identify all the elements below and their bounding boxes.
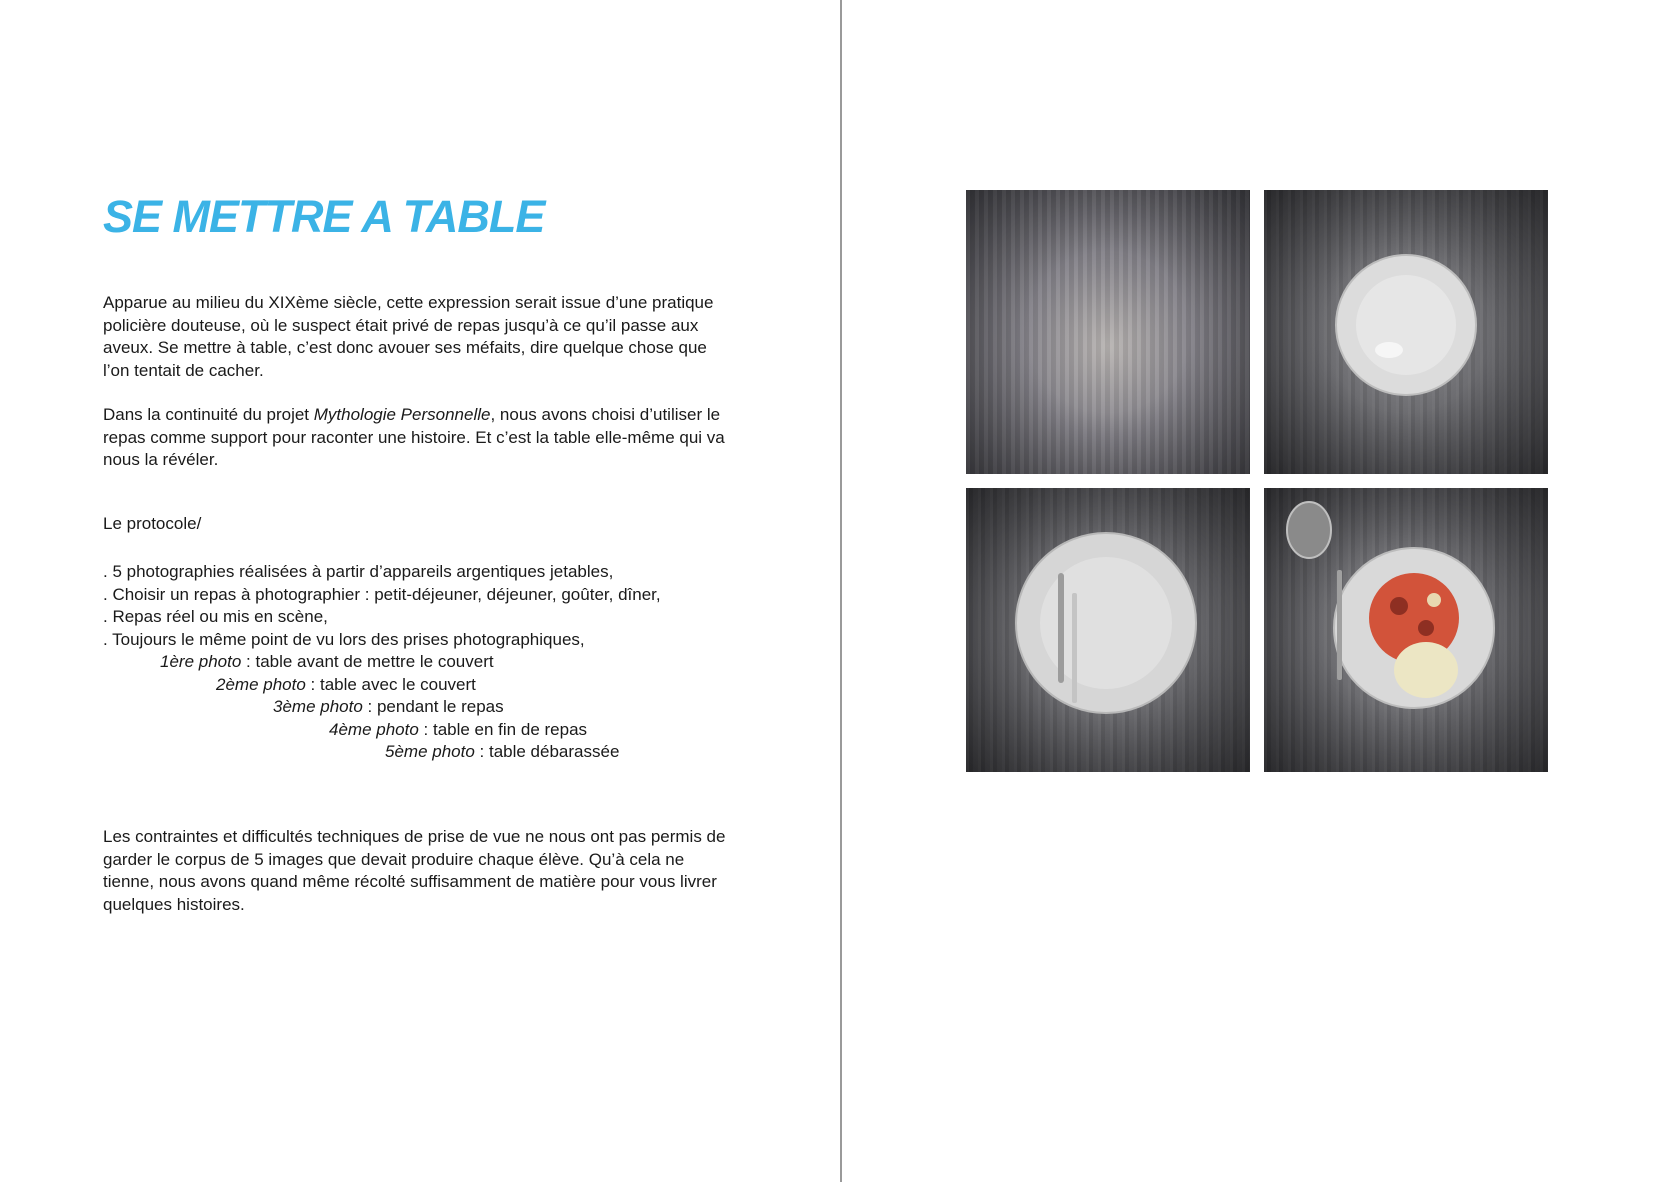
photo-empty-table <box>966 190 1250 474</box>
protocol-heading: Le protocole/ <box>103 514 202 533</box>
photo-step <box>103 674 733 697</box>
project-name: Mythologie Personnelle <box>313 405 491 424</box>
protocol-item: . Repas réel ou mis en scène, <box>103 607 328 626</box>
protocol-item: . Toujours le même point de vu lors des prises photographiques, <box>103 629 585 649</box>
closing-paragraph: Les contraintes et difficultés techniques de prise de vue ne nous ont pas permis de garder le corpus de 5 images que devait produire chaque élève. Qu’à cela ne tienne, nous avons quand même récolté suffisamment de matière pour vous livrer quelques histoires. <box>103 827 726 914</box>
project-paragraph-end: , nous avons choisi d’utiliser le repas comme support pour raconter une histoire. Et c’est la table elle-même qui va nous la révéler. <box>103 405 725 469</box>
photo-step-text: : table avec le couvert <box>305 674 476 694</box>
protocol-item: . 5 photographies réalisées à partir d’appareils argentiques jetables, <box>103 562 614 581</box>
photo-step-label: 3ème photo <box>273 697 363 716</box>
knife-icon <box>1058 573 1064 683</box>
plate-cutlery-illustration <box>966 488 1250 772</box>
photo-step-label: 5ème photo <box>385 742 475 761</box>
photo-step-text: : table en fin de repas <box>418 719 588 739</box>
photo-table-with-plate <box>1264 190 1548 474</box>
photo-step-label: 1ère photo <box>160 652 242 671</box>
intro-paragraph: Apparue au milieu du XIXème siècle, cette expression serait issue d’une pratique policière douteuse, où le suspect était privé de repas jusqu’à ce qu’il passe aux aveux. Se mettre à table, c’est donc avouer ses méfaits, dire quelque chose que l’on tentait de cacher. <box>103 293 714 380</box>
page-spine-divider <box>840 0 842 1182</box>
fork-icon <box>1072 593 1077 703</box>
photo-step <box>103 651 733 674</box>
photo-step-text: : table débarassée <box>474 742 620 761</box>
protocol-item: . Choisir un repas à photographier : petit-déjeuner, déjeuner, goûter, dîner, <box>103 584 661 604</box>
photo-table-with-cutlery <box>966 488 1250 772</box>
protocol-list <box>103 561 733 764</box>
knife-icon <box>1337 570 1342 680</box>
left-page <box>103 190 733 914</box>
photo-step <box>103 719 733 742</box>
project-paragraph <box>103 404 733 472</box>
photo-step-label: 4ème photo <box>329 719 419 739</box>
meal-illustration <box>1264 488 1548 772</box>
photo-meal-served <box>1264 488 1548 772</box>
project-paragraph-start: Dans la continuité du projet <box>103 405 314 424</box>
photo-grid <box>966 190 1548 772</box>
photo-step <box>103 741 733 764</box>
glass-icon <box>1287 502 1331 558</box>
plate-illustration <box>1264 190 1548 474</box>
photo-step <box>103 696 733 719</box>
photo-step-label: 2ème photo <box>216 674 306 694</box>
photo-step-text: : table avant de mettre le couvert <box>241 652 494 671</box>
page-title: SE METTRE A TABLE <box>103 191 545 242</box>
photo-step-text: : pendant le repas <box>362 697 504 716</box>
